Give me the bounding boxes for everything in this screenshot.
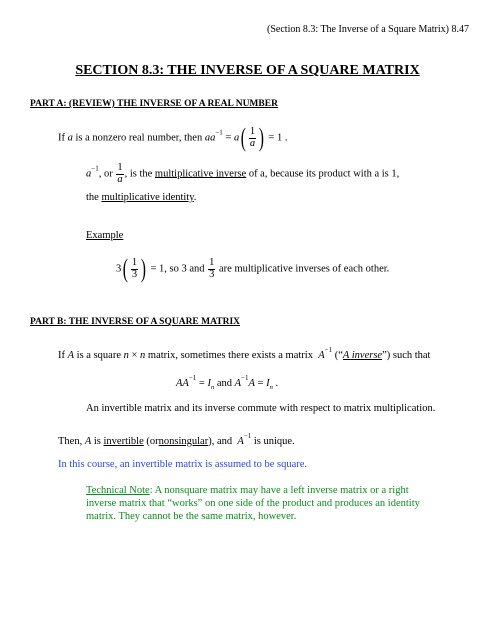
part-a-line3: the multiplicative identity. [86,192,197,203]
a-inverse-term: A inverse [342,350,383,361]
course-note: In this course, an invertible matrix is assumed to be square. [58,459,308,470]
technical-note: Technical Note: A nonsquare matrix may have a left inverse matrix or a right inverse matrix that “works” on one side of the product and produces an identity matrix. They cannot be the same matrix, however. [86,485,420,522]
part-a-line2: $a^{-1}$, or $\frac{1}{a}$ , is the multiplicative inverse of a, because its product with a is 1, [86,162,400,185]
part-b-heading: PART B: THE INVERSE OF A SQUARE MATRIX [30,317,241,327]
uniqueness-statement: Then, A is invertible (ornonsingular), and $A^{-1}$ is unique. [58,432,295,447]
part-a-heading: PART A: (REVIEW) THE INVERSE OF A REAL NUMBER [30,99,278,109]
part-a-line1: If a is a nonzero real number, then $aa^{-1} = a$( $\frac{1}{a}$ ) = 1 . [58,123,288,152]
technical-note-label: Technical Note [86,485,150,496]
inverse-equations: $AA^{-1} = I_n$ and $A^{-1}A = I_n$ . [176,374,279,391]
multiplicative-identity-term: multiplicative identity [101,192,194,203]
commute-statement: An invertible matrix and its inverse commute with respect to matrix multiplication. [86,403,436,414]
nonsingular-term: nonsingular [158,436,209,447]
page-header: (Section 8.3: The Inverse of a Square Matrix) 8.47 [267,24,469,35]
section-title: SECTION 8.3: THE INVERSE OF A SQUARE MATRIX [75,63,420,78]
part-b-line1: If A is a square n × n matrix, sometimes there exists a matrix $A^{-1}$ (“A inverse”) such that [58,346,431,361]
example-line: 3( $\frac{1}{3}$ ) = 1, so 3 and $\frac{1}{3}$ are multiplicative inverses of each other. [116,254,390,283]
invertible-term: invertible [103,436,144,447]
example-label: Example [86,230,124,241]
multiplicative-inverse-term: multiplicative inverse [154,168,247,180]
